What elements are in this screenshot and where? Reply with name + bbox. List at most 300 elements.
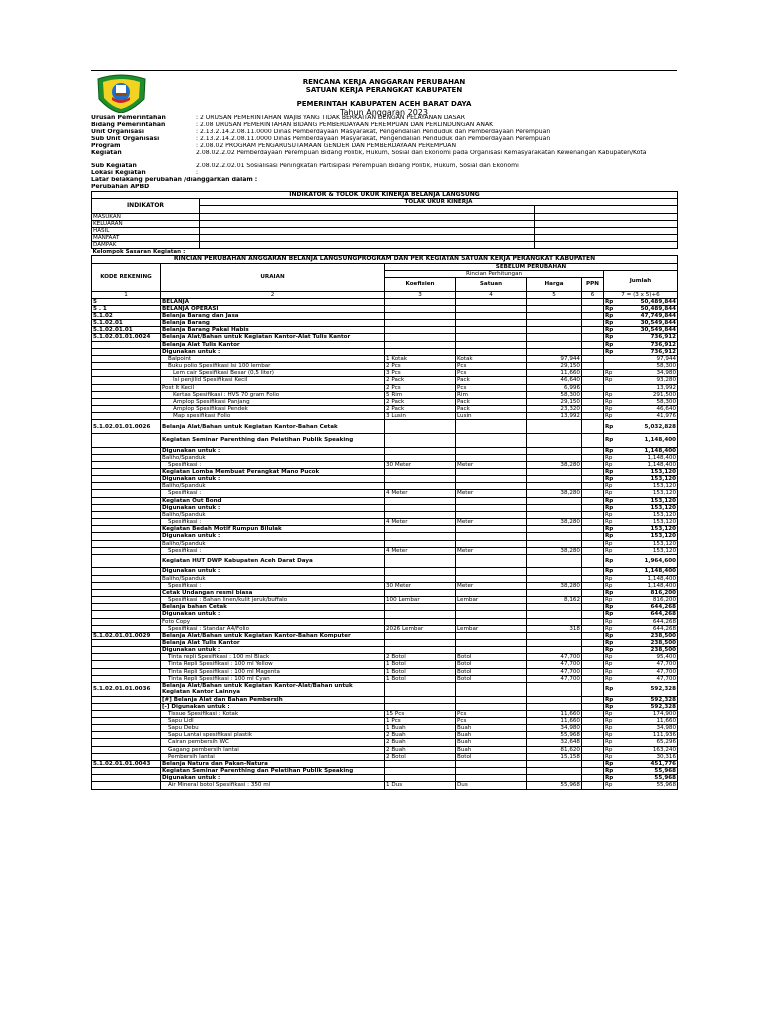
uraian-cell: Baliho/Spanduk: [161, 575, 385, 582]
table-row: [92, 654, 678, 661]
table-row: [92, 461, 678, 468]
harga-cell: [527, 760, 582, 767]
table-row: [92, 710, 678, 717]
jumlah-cell: [604, 519, 678, 526]
satuan-cell: [456, 341, 527, 348]
table-row: [92, 647, 678, 654]
table-row: [92, 355, 678, 362]
table-row: [92, 497, 678, 504]
ppn-cell: [582, 398, 604, 405]
koefisien-cell: [385, 768, 456, 775]
jumlah-value: 47,749,844: [640, 312, 677, 319]
kode-rekening-cell: [92, 625, 161, 632]
jumlah-cell: [604, 654, 678, 661]
table-row: [92, 483, 678, 490]
koefisien-cell: [385, 476, 456, 483]
kode-rekening-cell: [92, 739, 161, 746]
currency-label: Rp: [605, 497, 614, 504]
koefisien-cell: 2 Pack: [385, 398, 456, 405]
jumlah-value: 47,700: [656, 668, 677, 675]
jumlah-cell: [604, 760, 678, 767]
jumlah-wrap: [605, 349, 676, 355]
jumlah-wrap: [605, 519, 676, 525]
jumlah-value: 644,268: [652, 625, 677, 632]
currency-label: Rp: [605, 625, 613, 632]
jumlah-wrap: [605, 377, 676, 383]
indikator-label: KELUARAN: [92, 220, 200, 227]
jumlah-cell: [604, 476, 678, 483]
column-number: 4: [456, 291, 527, 298]
uraian-cell: Belanja Barang dan Jasa: [161, 312, 385, 319]
koefisien-cell: [385, 760, 456, 767]
jumlah-value: 291,500: [652, 391, 677, 398]
koefisien-cell: [385, 511, 456, 518]
meta-value: 2.08.02.2.02.01 Sosialisasi Peningkatan Partisipasi Perempuan Bidang Politik, Hukum, Sosial dan Ekonomi: [196, 163, 519, 170]
uraian-cell: Kegiatan Out Bond: [161, 497, 385, 504]
satuan-cell: [456, 433, 527, 447]
table-row: [92, 611, 678, 618]
jumlah-wrap: [605, 669, 676, 675]
uraian-cell: Foto Copy: [161, 618, 385, 625]
koefisien-cell: [385, 420, 456, 434]
koefisien-cell: 2 Buah: [385, 732, 456, 739]
koefisien-cell: 1 Kotak: [385, 355, 456, 362]
koefisien-cell: [385, 775, 456, 782]
table-row: [92, 640, 678, 647]
ppn-cell: [582, 363, 604, 370]
header-title-2: SATUAN KERJA PERANGKAT KABUPATEN: [305, 86, 463, 95]
ppn-cell: [582, 433, 604, 447]
currency-label: Rp: [605, 447, 614, 454]
harga-cell: [527, 604, 582, 611]
satuan-cell: [456, 647, 527, 654]
kode-rekening-cell: 5.1.02.01.01.0036: [92, 682, 161, 696]
kode-rekening-cell: [92, 597, 161, 604]
jumlah-value: 46,640: [656, 406, 677, 413]
ppn-cell: [582, 377, 604, 384]
harga-cell: 38,280: [527, 547, 582, 554]
satuan-cell: [456, 632, 527, 639]
kode-rekening-cell: [92, 433, 161, 447]
indikator-row: [92, 227, 678, 234]
jumlah-value: 238,500: [650, 640, 677, 647]
jumlah-value: 238,500: [650, 647, 677, 654]
uraian-cell: Belanja Natura dan Pakan-Natura: [161, 760, 385, 767]
ppn-cell: [582, 540, 604, 547]
jumlah-value: 30,549,844: [640, 327, 677, 334]
harga-cell: [527, 568, 582, 575]
table-row: [92, 582, 678, 589]
kode-rekening-cell: [92, 533, 161, 540]
satuan-cell: [456, 476, 527, 483]
satuan-cell: Meter: [456, 547, 527, 554]
currency-label: Rp: [605, 739, 613, 746]
jumlah-value: 41,976: [656, 413, 677, 420]
jumlah-wrap: [605, 512, 676, 518]
kode-rekening-cell: [92, 703, 161, 710]
harga-cell: 46,640: [527, 377, 582, 384]
koefisien-cell: 4 Meter: [385, 490, 456, 497]
jumlah-value: 95,400: [656, 654, 677, 661]
meta-row: [91, 136, 677, 143]
currency-label: Rp: [605, 413, 613, 420]
koefisien-cell: [385, 632, 456, 639]
ppn-cell: [582, 320, 604, 327]
jumlah-wrap: [605, 697, 676, 703]
harga-cell: [527, 312, 582, 319]
meta-row: [91, 184, 677, 191]
jumlah-cell: [604, 710, 678, 717]
meta-value: : 2.08 URUSAN PEMERINTAHAN BIDANG PEMBERDAYAAN PEREMPUAN DAN PERLINDUNGAN ANAK: [196, 121, 494, 128]
column-number: 6: [582, 291, 604, 298]
meta-row: [91, 115, 677, 122]
jumlah-value: 451,776: [650, 760, 677, 767]
table-row: [92, 526, 678, 533]
uraian-cell: Sapu Debu: [161, 725, 385, 732]
kode-rekening-cell: 5.1.02: [92, 312, 161, 319]
ppn-cell: [582, 420, 604, 434]
jumlah-value: 50,489,844: [640, 298, 677, 305]
indikator-value: [200, 227, 535, 234]
jumlah-value: 736,912: [650, 341, 677, 348]
kode-rekening-cell: [92, 782, 161, 789]
meta-label: Lokasi Kegiatan: [91, 170, 146, 177]
jumlah-value: 736,912: [650, 348, 677, 355]
koefisien-cell: 2 Botol: [385, 753, 456, 760]
harga-cell: [527, 433, 582, 447]
harga-cell: 38,280: [527, 461, 582, 468]
satuan-cell: [456, 540, 527, 547]
ppn-cell: [582, 768, 604, 775]
uraian-cell: Kegiatan Bedah Motif Rumpun Bilulak: [161, 526, 385, 533]
table-row: [92, 511, 678, 518]
kode-rekening-cell: 5.1.02.01.01.0026: [92, 420, 161, 434]
satuan-cell: [456, 327, 527, 334]
jumlah-wrap: [605, 370, 676, 376]
ppn-cell: [582, 782, 604, 789]
harga-cell: 11,660: [527, 718, 582, 725]
jumlah-wrap: [605, 299, 676, 305]
ppn-cell: [582, 604, 604, 611]
jumlah-cell: [604, 668, 678, 675]
jumlah-value: 153,120: [652, 483, 677, 490]
uraian-cell: Spesifikasi :: [161, 519, 385, 526]
satuan-cell: [456, 703, 527, 710]
tolak-ukur-header: TOLAK UKUR KINERJA: [200, 199, 678, 206]
jumlah-cell: [604, 406, 678, 413]
meta-row: [91, 170, 677, 177]
ppn-cell: [582, 732, 604, 739]
rincian-title: RINCIAN PERUBAHAN ANGGARAN BELANJA LANGSUNGPROGRAM DAN PER KEGIATAN SATUAN KERJA PERANGKAT KABUPATEN: [92, 256, 678, 263]
uraian-cell: Kertas Spesifikasi : HVS 70 gram Folio: [161, 391, 385, 398]
uraian-cell: Digunakan untuk :: [161, 348, 385, 355]
uraian-cell: BELANJA OPERASI: [161, 305, 385, 312]
jumlah-cell: [604, 753, 678, 760]
jumlah-cell: [604, 725, 678, 732]
harga-cell: 38,280: [527, 490, 582, 497]
satuan-cell: [456, 611, 527, 618]
table-row: [92, 413, 678, 420]
ppn-cell: [582, 568, 604, 575]
ppn-cell: [582, 341, 604, 348]
uraian-cell: Spesifikasi :: [161, 547, 385, 554]
jumlah-cell: [604, 327, 678, 334]
satuan-cell: [456, 312, 527, 319]
koefisien-cell: [385, 327, 456, 334]
ppn-cell: [582, 554, 604, 568]
jumlah-wrap: [605, 725, 676, 731]
kode-rekening-cell: [92, 640, 161, 647]
table-row: [92, 725, 678, 732]
kode-rekening-cell: [92, 746, 161, 753]
jumlah-cell: [604, 589, 678, 596]
kode-rekening-cell: [92, 675, 161, 682]
jumlah-wrap: [605, 754, 676, 760]
meta-value: :: [196, 170, 199, 177]
currency-label: Rp: [605, 511, 613, 518]
table-row: [92, 732, 678, 739]
harga-cell: [527, 334, 582, 341]
harga-cell: 38,280: [527, 582, 582, 589]
meta-value: : 2.08.02 PROGRAM PENGARUSUTAMAAN GENDER DAN PEMBERDAYAAN PEREMPUAN: [196, 142, 457, 149]
indikator-label: DAMPAK: [92, 242, 200, 249]
jumlah-wrap: [605, 392, 676, 398]
jumlah-wrap: [605, 568, 676, 574]
jumlah-value: 174,900: [652, 710, 677, 717]
jumlah-value: 93,280: [656, 377, 677, 384]
kode-rekening-cell: [92, 710, 161, 717]
jumlah-value: 592,328: [650, 686, 677, 693]
kode-rekening-cell: [92, 654, 161, 661]
currency-label: Rp: [605, 668, 613, 675]
uraian-cell: Belanja bahan Cetak: [161, 604, 385, 611]
uraian-cell: Cetak Undangan resmi biasa: [161, 589, 385, 596]
currency-label: Rp: [605, 640, 614, 647]
koefisien-cell: 30 Meter: [385, 582, 456, 589]
table-row: [92, 312, 678, 319]
satuan-cell: Lembar: [456, 625, 527, 632]
meta-row: [91, 150, 677, 157]
table-row: [92, 420, 678, 434]
jumlah-wrap: [605, 654, 676, 660]
kode-rekening-cell: [92, 696, 161, 703]
satuan-cell: Botol: [456, 661, 527, 668]
jumlah-wrap: [605, 640, 676, 646]
uraian-cell: Lem cair Spesifikasi Besar (0,5 liter): [161, 370, 385, 377]
koefisien-cell: 1 Dus: [385, 782, 456, 789]
jumlah-wrap: [605, 483, 676, 489]
satuan-cell: Pack: [456, 398, 527, 405]
jumlah-wrap: [605, 498, 676, 504]
currency-label: Rp: [605, 504, 614, 511]
koefisien-cell: [385, 298, 456, 305]
uraian-cell: Sapu Lantai spesifikasi plastik: [161, 732, 385, 739]
kode-rekening-cell: 5: [92, 298, 161, 305]
jumlah-value: 1,148,400: [647, 582, 677, 589]
jumlah-cell: [604, 768, 678, 775]
kode-rekening-cell: [92, 377, 161, 384]
jumlah-cell: [604, 504, 678, 511]
ppn-cell: [582, 468, 604, 475]
koefisien-cell: [385, 312, 456, 319]
jumlah-value: 1,148,400: [644, 437, 677, 444]
ppn-cell: [582, 696, 604, 703]
table-row: [92, 454, 678, 461]
uraian-cell: Baliho/Spanduk: [161, 454, 385, 461]
jumlah-cell: [604, 468, 678, 475]
harga-cell: [527, 483, 582, 490]
ppn-cell: [582, 647, 604, 654]
satuan-header: Satuan: [456, 277, 527, 291]
table-row: [92, 370, 678, 377]
table-row: [92, 468, 678, 475]
ppn-cell: [582, 618, 604, 625]
indikator-col-header: INDIKATOR: [92, 199, 200, 213]
table-row: [92, 632, 678, 639]
currency-label: Rp: [605, 540, 613, 547]
meta-info: [91, 115, 677, 156]
uraian-cell: Belanja Alat/Bahan untuk Kegiatan Kantor-Bahan Komputer: [161, 632, 385, 639]
ppn-cell: [582, 547, 604, 554]
jumlah-wrap: [605, 406, 676, 412]
currency-label: Rp: [605, 589, 614, 596]
jumlah-wrap: [605, 711, 676, 717]
koefisien-cell: 2 Botol: [385, 654, 456, 661]
koefisien-cell: 3 Pcs: [385, 370, 456, 377]
jumlah-cell: [604, 377, 678, 384]
meta-row: [91, 177, 677, 184]
jumlah-value: 30,316: [656, 753, 677, 760]
ppn-cell: [582, 504, 604, 511]
uraian-cell: Amplop Spesifikasi Panjang: [161, 398, 385, 405]
satuan-cell: [456, 568, 527, 575]
jumlah-wrap: [605, 424, 676, 430]
jumlah-value: 153,120: [652, 519, 677, 526]
jumlah-wrap: [605, 583, 676, 589]
jumlah-value: 153,120: [650, 504, 677, 511]
koefisien-cell: 2 Buah: [385, 739, 456, 746]
meta-value: : 2.13.2.14.2.08.11.0000 Dinas Pemberdayaan Masyarakat, Pengendalian Penduduk dan Pemberdayaan Perempuan: [196, 128, 551, 135]
jumlah-wrap: [605, 704, 676, 710]
satuan-cell: [456, 760, 527, 767]
indikator-row: [92, 234, 678, 241]
uraian-cell: Digunakan untuk :: [161, 611, 385, 618]
satuan-cell: Pack: [456, 406, 527, 413]
meta-label: Sub Unit Organisasi: [91, 135, 160, 142]
harga-cell: [527, 533, 582, 540]
kode-rekening-cell: [92, 519, 161, 526]
uraian-cell: [#] Belanja Alat dan Bahan Pembersih: [161, 696, 385, 703]
harga-cell: 81,620: [527, 746, 582, 753]
harga-cell: 8,162: [527, 597, 582, 604]
currency-label: Rp: [605, 760, 614, 767]
table-row: [92, 341, 678, 348]
jumlah-wrap: [605, 732, 676, 738]
harga-cell: 34,980: [527, 725, 582, 732]
satuan-cell: Lembar: [456, 597, 527, 604]
jumlah-value: 153,120: [652, 547, 677, 554]
uraian-cell: Cairan pembersih WC: [161, 739, 385, 746]
currency-label: Rp: [605, 568, 614, 575]
koefisien-cell: [385, 611, 456, 618]
koefisien-cell: [385, 589, 456, 596]
table-row: [92, 604, 678, 611]
kode-rekening-cell: [92, 454, 161, 461]
jumlah-cell: [604, 384, 678, 391]
kode-rekening-cell: [92, 568, 161, 575]
jumlah-wrap: [605, 437, 676, 443]
satuan-cell: Meter: [456, 490, 527, 497]
ppn-cell: [582, 654, 604, 661]
jumlah-wrap: [605, 686, 676, 692]
table-row: [92, 320, 678, 327]
jumlah-wrap: [605, 342, 676, 348]
jumlah-value: 58,300: [656, 398, 677, 405]
kode-rekening-cell: [92, 384, 161, 391]
meta-value: [196, 184, 677, 191]
jumlah-wrap: [605, 619, 676, 625]
uraian-cell: Amplop Spesifikasi Pendek: [161, 406, 385, 413]
harga-cell: 55,968: [527, 732, 582, 739]
satuan-cell: Pcs: [456, 384, 527, 391]
kode-rekening-cell: [92, 725, 161, 732]
harga-cell: 47,700: [527, 654, 582, 661]
satuan-cell: [456, 468, 527, 475]
table-row: [92, 363, 678, 370]
koefisien-cell: [385, 618, 456, 625]
uraian-cell: BELANJA: [161, 298, 385, 305]
table-row: [92, 398, 678, 405]
harga-cell: [527, 468, 582, 475]
satuan-cell: Pack: [456, 377, 527, 384]
jumlah-value: 111,936: [652, 732, 677, 739]
table-row: [92, 718, 678, 725]
harga-cell: [527, 647, 582, 654]
koefisien-cell: [385, 454, 456, 461]
jumlah-cell: [604, 497, 678, 504]
ppn-cell: [582, 625, 604, 632]
table-row: [92, 696, 678, 703]
harga-cell: [527, 632, 582, 639]
jumlah-wrap: [605, 306, 676, 312]
jumlah-cell: [604, 696, 678, 703]
satuan-cell: [456, 483, 527, 490]
uraian-cell: Kegiatan Lomba Membuat Perangkat Mano Pucok: [161, 468, 385, 475]
satuan-cell: [456, 618, 527, 625]
jumlah-value: 1,148,400: [644, 447, 677, 454]
jumlah-value: 592,328: [650, 696, 677, 703]
kode-rekening-cell: [92, 355, 161, 362]
koefisien-cell: [385, 568, 456, 575]
jumlah-wrap: [605, 469, 676, 475]
satuan-cell: Pcs: [456, 718, 527, 725]
koefisien-cell: [385, 682, 456, 696]
sebelum-perubahan-header: SEBELUM PERUBAHAN: [385, 263, 678, 270]
table-row: [92, 348, 678, 355]
table-row: [92, 305, 678, 312]
koefisien-cell: 3 Lusin: [385, 413, 456, 420]
kode-rekening-cell: [92, 582, 161, 589]
harga-cell: [527, 348, 582, 355]
table-row: [92, 547, 678, 554]
jumlah-value: 13,992: [656, 384, 677, 391]
currency-label: Rp: [605, 597, 613, 604]
satuan-cell: Meter: [456, 582, 527, 589]
ppn-cell: [582, 461, 604, 468]
ppn-cell: [582, 312, 604, 319]
uraian-cell: Belanja Alat/Bahan untuk Kegiatan Kantor-Alat/Bahan untuk Kegiatan Kantor Lainnya: [161, 682, 385, 696]
ppn-cell: [582, 370, 604, 377]
